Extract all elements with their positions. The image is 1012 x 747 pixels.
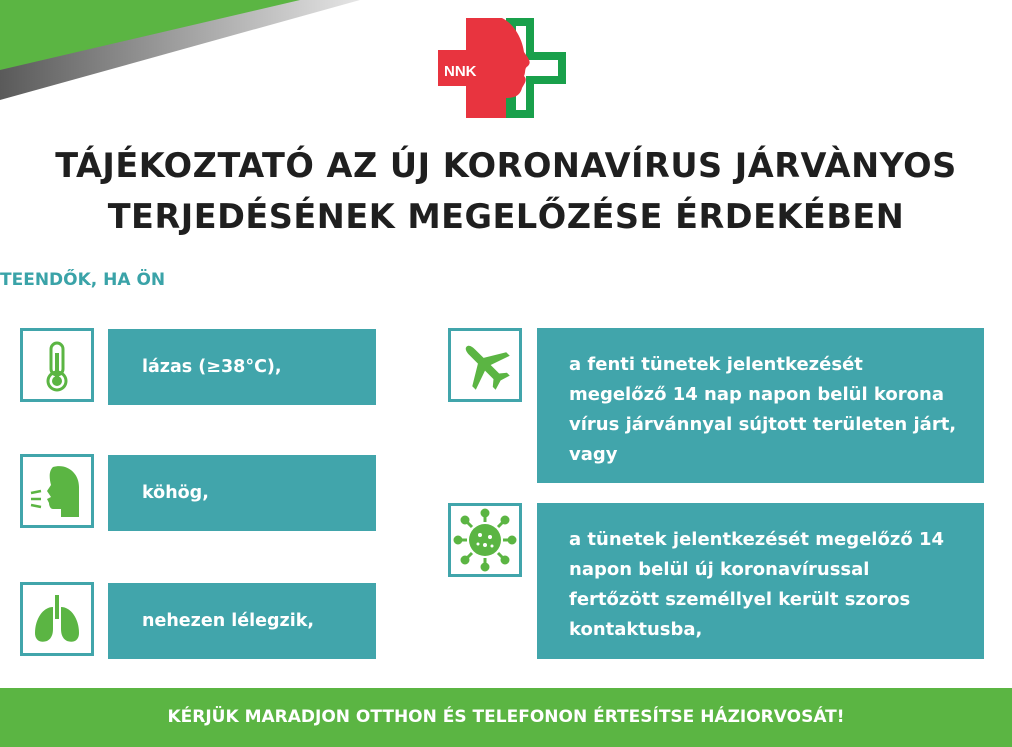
airplane-icon — [451, 331, 519, 399]
title-line-2: TERJEDÉSÉNEK MEGELŐZÉSE ÉRDEKÉBEN — [107, 197, 905, 236]
airplane-box — [448, 328, 522, 402]
item-cough: köhög, — [108, 455, 376, 531]
cough-box — [20, 454, 94, 528]
item-fever: lázas (≥38°C), — [108, 329, 376, 405]
lungs-icon — [23, 585, 91, 653]
thermometer-icon — [23, 331, 91, 399]
coughing-head-icon — [23, 457, 91, 525]
logo-text: NNK — [444, 63, 477, 80]
virus-box — [448, 503, 522, 577]
title-line-1: TÁJÉKOZTATÓ AZ ÚJ KORONAVÍRUS JÁRVÀNYOS — [55, 146, 957, 185]
item-travel: a fenti tünetek jelentkezését megelőző 14 nap napon belül korona vírus járvánnyal sújtott területen járt, vagy — [537, 328, 984, 483]
item-breathing: nehezen lélegzik, — [108, 583, 376, 659]
corner-decoration — [0, 0, 420, 120]
nnk-logo — [436, 14, 576, 122]
page-title — [0, 140, 1012, 242]
item-contact: a tünetek jelentkezését megelőző 14 napon belül új koronavírussal fertőzött személlyel került szoros kontaktusba, — [537, 503, 984, 659]
virus-icon — [451, 506, 519, 574]
lungs-box — [20, 582, 94, 656]
thermometer-box — [20, 328, 94, 402]
footer-banner: KÉRJÜK MARADJON OTTHON ÉS TELEFONON ÉRTESÍTSE HÁZIORVOSÁT! — [0, 688, 1012, 747]
section-subtitle: TEENDŐK, HA ÖN — [0, 270, 166, 290]
